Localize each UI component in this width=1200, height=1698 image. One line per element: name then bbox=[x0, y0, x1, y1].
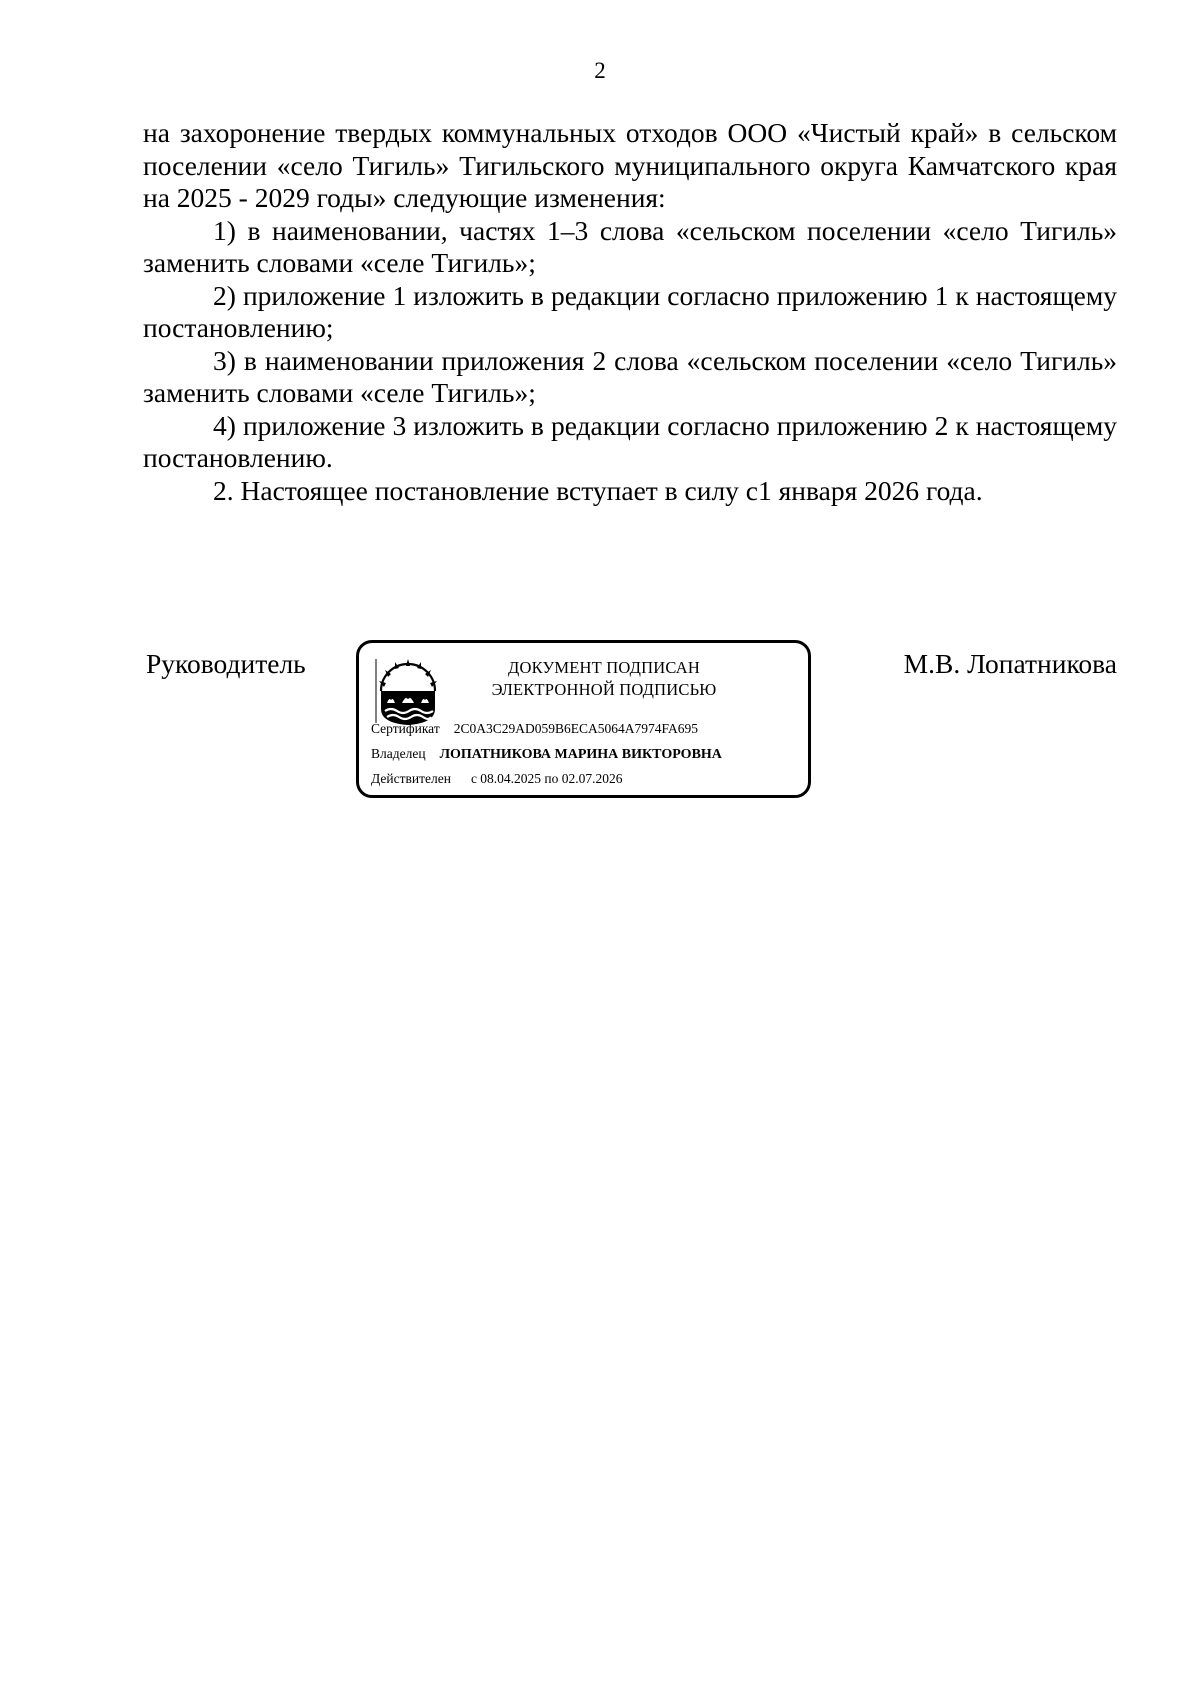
paragraph-intro: на захоронение твердых коммунальных отходов ООО «Чистый край» в сельском поселении «село Тигиль» Тигильского муниципального округа Камчатского края на 2025 - 2029 годы» следующие изменения: bbox=[143, 117, 1117, 213]
validity-value: с 08.04.2025 по 02.07.2026 bbox=[470, 771, 623, 786]
paragraph-item-3: 3) в наименовании приложения 2 слова «сельском поселении «село Тигиль» заменить словами «селе Тигиль»; bbox=[143, 344, 1117, 408]
paragraph-item-2: 2) приложение 1 изложить в редакции согласно приложению 1 к настоящему постановлению; bbox=[143, 279, 1117, 343]
signer-position: Руководитель bbox=[146, 648, 306, 679]
owner-label: Владелец bbox=[371, 746, 426, 761]
stamp-certificate-row bbox=[371, 721, 698, 737]
kamchatka-emblem-icon bbox=[373, 653, 443, 727]
paragraph-item-1: 1) в наименовании, частях 1–3 слова «сельском поселении «село Тигиль» заменить словами «селе Тигиль»; bbox=[143, 214, 1117, 278]
certificate-label: Сертификат bbox=[371, 721, 440, 736]
page-number: 2 bbox=[594, 58, 606, 83]
stamp-validity-row bbox=[371, 771, 623, 787]
signature-block bbox=[143, 640, 1117, 815]
paragraph-item-4: 4) приложение 3 изложить в редакции согласно приложению 2 к настоящему постановлению. bbox=[143, 409, 1117, 473]
stamp-title-line-2: ЭЛЕКТРОННОЙ ПОДПИСЬЮ bbox=[491, 680, 717, 699]
stamp-title-line-1: ДОКУМЕНТ ПОДПИСАН bbox=[508, 658, 700, 677]
validity-label: Действителен bbox=[371, 771, 451, 786]
owner-value: ЛОПАТНИКОВА МАРИНА ВИКТОРОВНА bbox=[439, 747, 722, 762]
document-body bbox=[143, 117, 1117, 507]
electronic-signature-stamp bbox=[356, 640, 811, 798]
signer-name: М.В. Лопатникова bbox=[903, 648, 1117, 679]
stamp-owner-row bbox=[371, 746, 722, 763]
stamp-title bbox=[454, 657, 754, 701]
certificate-value: 2C0A3C29AD059B6ECA5064A7974FA695 bbox=[453, 721, 698, 736]
paragraph-effective-date: 2. Настоящее постановление вступает в силу с1 января 2026 года. bbox=[213, 474, 983, 506]
